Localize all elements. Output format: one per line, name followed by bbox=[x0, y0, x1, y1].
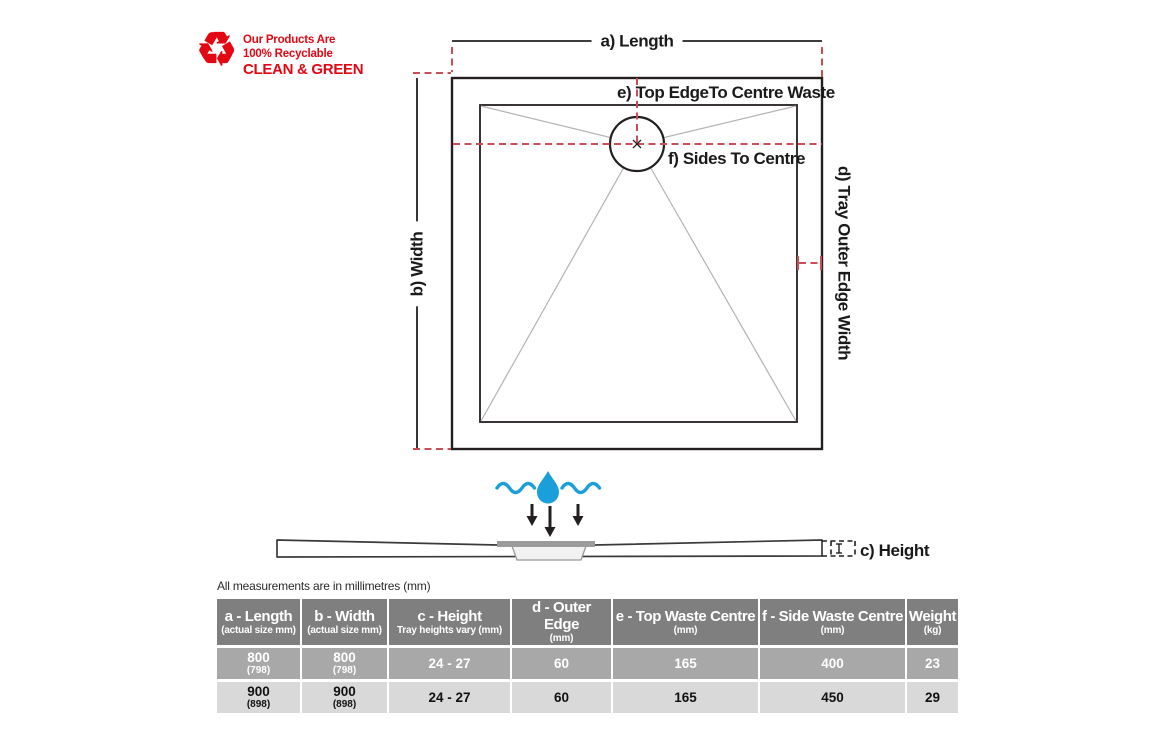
logo-line3: CLEAN & GREEN bbox=[243, 61, 364, 79]
down-arrow-icon bbox=[527, 504, 584, 537]
cell-side-waste-centre: 450 bbox=[760, 682, 907, 713]
table-header-row bbox=[217, 599, 958, 648]
header-e-top-waste-centre: e - Top Waste Centre (mm) bbox=[613, 599, 760, 648]
label-a-length: a) Length bbox=[592, 33, 683, 50]
spec-table bbox=[217, 599, 958, 713]
waste-flange bbox=[497, 541, 595, 547]
header-d-outer-edge: d - Outer Edge (mm) bbox=[512, 599, 613, 648]
header-a-length: a - Length (actual size mm) bbox=[217, 599, 302, 648]
cell-side-waste-centre: 400 bbox=[760, 648, 907, 682]
waste-trap-profile bbox=[512, 546, 586, 560]
water-drop-icon bbox=[537, 471, 559, 504]
cell-length: 800 (798) bbox=[217, 648, 302, 682]
table-row-900 bbox=[217, 682, 958, 713]
label-e-top-edge-to-centre-waste: e) Top EdgeTo Centre Waste bbox=[617, 83, 835, 102]
table-row-800 bbox=[217, 648, 958, 682]
label-c-height: c) Height bbox=[860, 541, 930, 560]
label-d-outer-edge-width: d) Tray Outer Edge Width bbox=[834, 165, 854, 361]
recycling-icon: ♻ bbox=[196, 23, 238, 75]
cell-top-waste-centre: 165 bbox=[613, 648, 760, 682]
label-f-sides-to-centre: f) Sides To Centre bbox=[668, 149, 806, 168]
cell-width: 900 (898) bbox=[302, 682, 389, 713]
cell-outer-edge: 60 bbox=[512, 682, 613, 713]
label-b-width: b) Width bbox=[409, 222, 426, 307]
cell-height: 24 - 27 bbox=[389, 648, 512, 682]
logo-line1: Our Products Are bbox=[243, 34, 336, 46]
logo-text bbox=[243, 33, 363, 79]
measurements-note: All measurements are in millimetres (mm) bbox=[217, 579, 431, 593]
logo-line2: 100% Recyclable bbox=[243, 48, 333, 61]
cell-outer-edge: 60 bbox=[512, 648, 613, 682]
cell-weight: 23 bbox=[907, 648, 958, 682]
cell-weight: 29 bbox=[907, 682, 958, 713]
height-tick bbox=[836, 544, 842, 553]
cell-width: 800 (798) bbox=[302, 648, 389, 682]
header-weight: Weight (kg) bbox=[907, 599, 958, 648]
cell-length: 900 (898) bbox=[217, 682, 302, 713]
cell-height: 24 - 27 bbox=[389, 682, 512, 713]
header-f-side-waste-centre: f - Side Waste Centre (mm) bbox=[760, 599, 907, 648]
cell-top-waste-centre: 165 bbox=[613, 682, 760, 713]
header-b-width: b - Width (actual size mm) bbox=[302, 599, 389, 648]
header-c-height: c - Height Tray heights vary (mm) bbox=[389, 599, 512, 648]
